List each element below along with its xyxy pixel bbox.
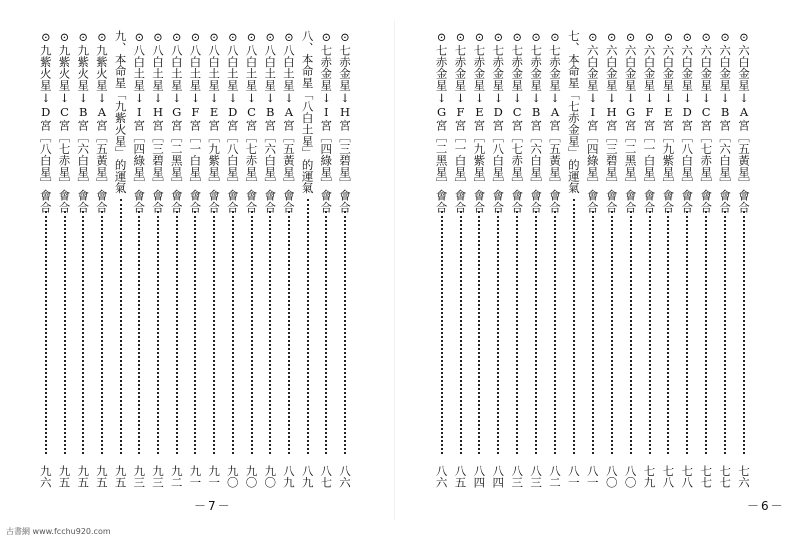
toc-entry-text: ⊙七赤金星↓D宮［八白星］會合 bbox=[491, 30, 506, 213]
leader-dots bbox=[138, 211, 140, 454]
toc-entry-text: ⊙八白土星↓F宮［一白星］會合 bbox=[188, 30, 203, 213]
toc-entry-text: ⊙六白金星↓F宮［一白星］會合 bbox=[642, 30, 657, 213]
toc-page-number: 七七 bbox=[699, 465, 714, 488]
toc-entry-text: ⊙六白金星↓D宮［八白星］會合 bbox=[680, 30, 695, 213]
leader-dots bbox=[686, 211, 688, 454]
leader-dots bbox=[101, 211, 103, 454]
toc-entry-text: ⊙六白金星↓G宮［二黑星］會合 bbox=[623, 30, 638, 213]
leader-dots bbox=[573, 199, 575, 454]
toc-page-number: 八七 bbox=[319, 465, 334, 488]
toc-page-number: 八〇 bbox=[623, 465, 638, 488]
leader-dots bbox=[497, 211, 499, 454]
toc-entry-text: ⊙九紫火星↓C宮［七赤星］會合 bbox=[57, 30, 72, 213]
toc-page-number: 七八 bbox=[661, 465, 676, 488]
toc-entry-text: ⊙六白金星↓C宮［七赤星］會合 bbox=[699, 30, 714, 213]
toc-page-number: 八一 bbox=[585, 465, 600, 488]
toc-page-number: 九六 bbox=[38, 465, 53, 488]
leader-dots bbox=[64, 211, 66, 454]
leader-dots bbox=[630, 211, 632, 454]
toc-page-number: 八一 bbox=[566, 465, 581, 488]
leader-dots bbox=[516, 211, 518, 454]
leader-dots bbox=[269, 211, 271, 454]
toc-page-number: 九五 bbox=[57, 465, 72, 488]
toc-entry-text: ⊙六白金星↓E宮［九紫星］會合 bbox=[661, 30, 676, 213]
toc-page-number: 七八 bbox=[680, 465, 695, 488]
right-page bbox=[397, 0, 793, 542]
leader-dots bbox=[307, 199, 309, 454]
toc-entry-text: 九、本命星「九紫火星」的運氣 bbox=[113, 30, 128, 194]
toc-page-number: 八九 bbox=[300, 465, 315, 488]
toc-entry-text: ⊙七赤金星↓G宮［二黑星］會合 bbox=[434, 30, 449, 213]
toc-entry-text: ⊙八白土星↓G宮［二黑星］會合 bbox=[169, 30, 184, 213]
toc-entry-text: ⊙六白金星↓B宮［六白星］會合 bbox=[718, 30, 733, 213]
toc-entry-text: ⊙七赤金星↓I宮［四綠星］會合 bbox=[319, 30, 334, 213]
leader-dots bbox=[611, 211, 613, 454]
leader-dots bbox=[176, 211, 178, 454]
toc-page-number: 九一 bbox=[188, 465, 203, 488]
toc-page-number: 九一 bbox=[207, 465, 222, 488]
right-page-number: －6－ bbox=[747, 499, 785, 513]
toc-page-number: 九三 bbox=[132, 465, 147, 488]
leader-dots bbox=[649, 211, 651, 454]
toc-page-number: 九五 bbox=[113, 465, 128, 488]
leader-dots bbox=[288, 211, 290, 454]
leader-dots bbox=[157, 211, 159, 454]
leader-dots bbox=[743, 211, 745, 454]
leader-dots bbox=[724, 211, 726, 454]
toc-entry-text: ⊙九紫火星↓D宮［八白星］會合 bbox=[38, 30, 53, 213]
toc-page-number: 九〇 bbox=[225, 465, 240, 488]
toc-page-number: 八四 bbox=[491, 465, 506, 488]
toc-entry-text: 八、本命星「八白土星」的運氣 bbox=[300, 30, 315, 194]
toc-entry-text: ⊙七赤金星↓H宮［三碧星］會合 bbox=[338, 30, 352, 213]
toc-entry-text: ⊙八白土星↓I宮［四綠星］會合 bbox=[132, 30, 147, 213]
site-watermark: 古書網 www.fcchu920.com bbox=[6, 527, 111, 536]
toc-page-number: 九〇 bbox=[263, 465, 278, 488]
leader-dots bbox=[592, 211, 594, 454]
leader-dots bbox=[45, 211, 47, 454]
toc-page-number: 九五 bbox=[76, 465, 91, 488]
toc-page-number: 九〇 bbox=[244, 465, 259, 488]
toc-page-number: 九五 bbox=[94, 465, 109, 488]
toc-entry-text: ⊙八白土星↓E宮［九紫星］會合 bbox=[207, 30, 222, 213]
leader-dots bbox=[251, 211, 253, 454]
toc-page-number: 八六 bbox=[338, 465, 352, 488]
toc-page-number: 八〇 bbox=[604, 465, 619, 488]
toc-entry-text: ⊙七赤金星↓C宮［七赤星］會合 bbox=[510, 30, 525, 213]
toc-page-number: 八五 bbox=[453, 465, 468, 488]
page-gutter bbox=[394, 20, 395, 520]
leader-dots bbox=[82, 211, 84, 454]
leader-dots bbox=[325, 211, 327, 454]
toc-entry-text: ⊙八白土星↓D宮［八白星］會合 bbox=[225, 30, 240, 213]
toc-page-number: 七七 bbox=[718, 465, 733, 488]
toc-entry-text: ⊙八白土星↓C宮［七赤星］會合 bbox=[244, 30, 259, 213]
toc-entry-text: 七、本命星「七赤金星」的運氣 bbox=[566, 30, 581, 194]
leader-dots bbox=[460, 211, 462, 454]
toc-entry-text: ⊙八白土星↓B宮［六白星］會合 bbox=[263, 30, 278, 213]
toc-page-number: 八三 bbox=[529, 465, 544, 488]
toc-entry-text: ⊙九紫火星↓B宮［六白星］會合 bbox=[76, 30, 91, 213]
leader-dots bbox=[478, 211, 480, 454]
leader-dots bbox=[120, 199, 122, 454]
leader-dots bbox=[194, 211, 196, 454]
leader-dots bbox=[554, 211, 556, 454]
toc-entry-text: ⊙六白金星↓H宮［三碧星］會合 bbox=[604, 30, 619, 213]
toc-entry-text: ⊙七赤金星↓E宮［九紫星］會合 bbox=[472, 30, 487, 213]
leader-dots bbox=[232, 211, 234, 454]
toc-entry-text: ⊙八白土星↓H宮［三碧星］會合 bbox=[151, 30, 165, 213]
leader-dots bbox=[667, 211, 669, 454]
leader-dots bbox=[705, 211, 707, 454]
toc-entry-text: ⊙八白土星↓A宮［五黃星］會合 bbox=[281, 30, 296, 213]
toc-page-number: 八三 bbox=[510, 465, 525, 488]
toc-entry-text: ⊙九紫火星↓A宮［五黃星］會合 bbox=[94, 30, 109, 213]
toc-entry-text: ⊙六白金星↓I宮［四綠星］會合 bbox=[585, 30, 600, 213]
leader-dots bbox=[213, 211, 215, 454]
leader-dots bbox=[535, 211, 537, 454]
toc-page-number: 八二 bbox=[548, 465, 562, 488]
toc-entry-text: ⊙七赤金星↓B宮［六白星］會合 bbox=[529, 30, 544, 213]
toc-page-number: 七六 bbox=[737, 465, 751, 488]
leader-dots bbox=[441, 211, 443, 454]
leader-dots bbox=[344, 211, 346, 454]
toc-page-number: 七九 bbox=[642, 465, 657, 488]
left-page-number: －7－ bbox=[194, 499, 232, 513]
toc-page-number: 八四 bbox=[472, 465, 487, 488]
toc-entry-text: ⊙七赤金星↓F宮［一白星］會合 bbox=[453, 30, 468, 213]
toc-page-number: 九三 bbox=[151, 465, 165, 488]
toc-entry-text: ⊙七赤金星↓A宮［五黃星］會合 bbox=[548, 30, 562, 213]
toc-entry-text: ⊙六白金星↓A宮［五黃星］會合 bbox=[737, 30, 751, 213]
toc-page-number: 九二 bbox=[169, 465, 184, 488]
toc-page-number: 八六 bbox=[434, 465, 449, 488]
toc-page-number: 八九 bbox=[281, 465, 296, 488]
